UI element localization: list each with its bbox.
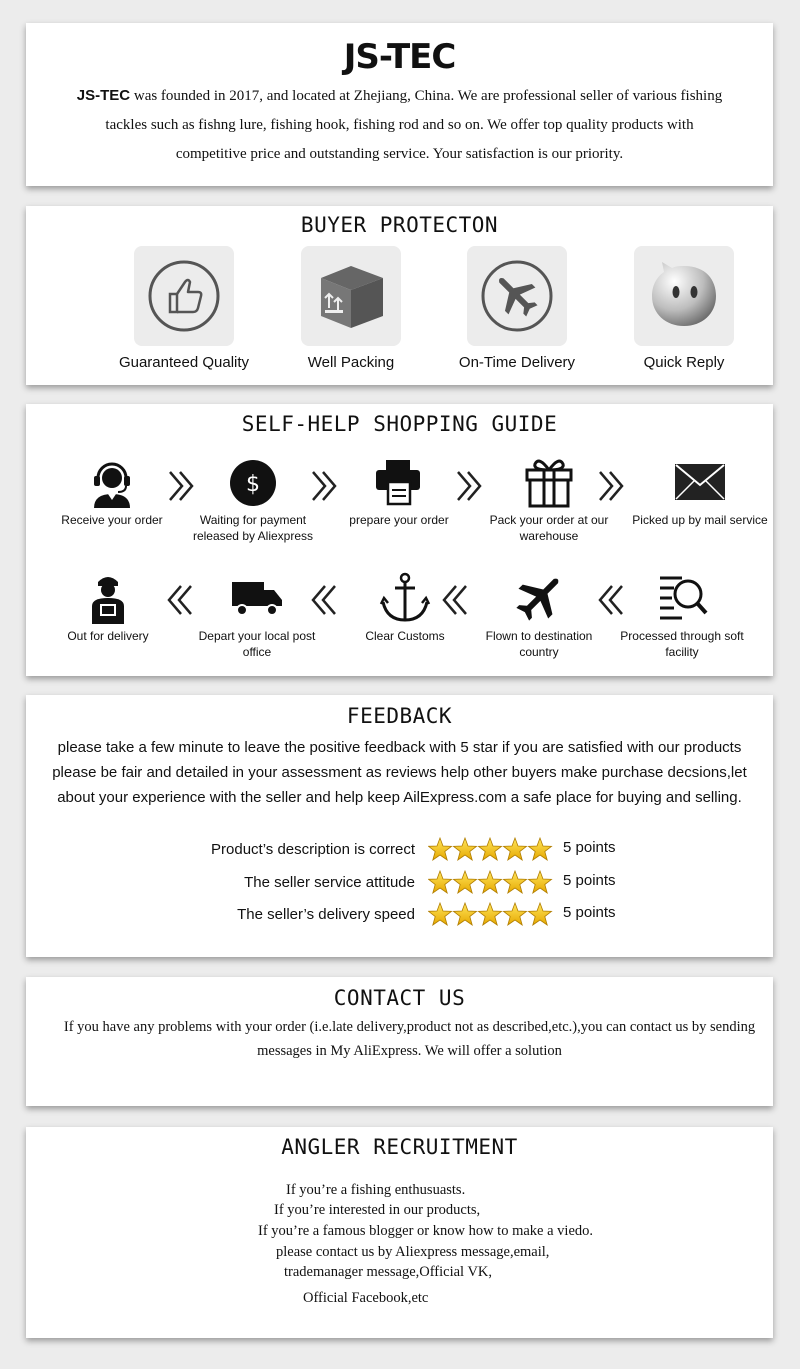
protection-label: Well Packing bbox=[307, 354, 395, 371]
guide-step-label: Processed through soft facility bbox=[620, 629, 744, 659]
about-card bbox=[26, 23, 773, 186]
chevron-right-icon bbox=[596, 466, 626, 506]
rating-criterion: The seller service attitude bbox=[244, 874, 415, 891]
recruitment-title: ANGLER RECRUITMENT bbox=[281, 1135, 518, 1159]
guide-step-processed bbox=[612, 570, 752, 660]
guide-step-pickup bbox=[630, 454, 770, 528]
printer-icon bbox=[329, 454, 469, 510]
guide-step-label: Depart your local post office bbox=[198, 629, 316, 659]
guide-step-label: Receive your order bbox=[61, 513, 163, 527]
chevron-left-icon bbox=[440, 580, 470, 620]
protection-item-delivery bbox=[437, 246, 597, 371]
guide-step-label: Pack your order at our warehouse bbox=[489, 513, 609, 543]
guide-step-flown bbox=[469, 570, 609, 660]
guide-step-payment bbox=[183, 454, 323, 544]
star-rating bbox=[428, 837, 553, 868]
guide-step-label: Picked up by mail service bbox=[632, 513, 768, 527]
buyer-protection-title: BUYER PROTECTON bbox=[300, 213, 499, 237]
search-document-icon bbox=[612, 570, 752, 626]
rating-row bbox=[26, 835, 773, 865]
feedback-intro: please take a few minute to leave the positive feedback with 5 star if you are satisfied with our products please be fair and detailed in your assessment as reviews help other buyers make purchase decsions,let about your experience with the seller and help keep AilExpress.com a safe place for buying and selling. bbox=[52, 739, 747, 806]
recruitment-card bbox=[26, 1127, 773, 1338]
brand-title: JS-TEC bbox=[343, 37, 456, 77]
brand-inline: JS-TEC bbox=[76, 87, 131, 104]
guide-step-depart bbox=[187, 570, 327, 660]
buyer-protection-card bbox=[26, 206, 773, 385]
rating-points: 5 points bbox=[563, 839, 616, 856]
envelope-icon bbox=[630, 454, 770, 510]
guide-step-prepare bbox=[329, 454, 469, 528]
recruitment-line: Official Facebook,etc bbox=[303, 1290, 429, 1306]
recruitment-line: trademanager message,Official VK, bbox=[284, 1264, 493, 1280]
truck-icon bbox=[187, 570, 327, 626]
package-box-icon bbox=[301, 246, 401, 346]
contact-card bbox=[26, 977, 773, 1106]
guide-step-label: prepare your order bbox=[349, 513, 449, 527]
svg-text:$: $ bbox=[246, 472, 260, 497]
recruitment-line: please contact us by Aliexpress message,email, bbox=[276, 1244, 550, 1260]
shopping-guide-card bbox=[26, 404, 773, 676]
protection-label: Guaranteed Quality bbox=[118, 354, 250, 371]
guide-step-label: Flown to destination country bbox=[485, 629, 593, 659]
guide-step-out-for-delivery bbox=[38, 570, 178, 644]
contact-message: If you have any problems with your order (i.e.late delivery,product not as described,etc.),you can contact us by sending messages in My AliExpress. We will offer a solution bbox=[63, 1019, 756, 1059]
courier-icon bbox=[38, 570, 178, 626]
guide-step-label: Out for delivery bbox=[67, 629, 149, 643]
rating-row bbox=[26, 900, 773, 930]
rating-criterion: Product’s description is correct bbox=[211, 841, 415, 858]
feedback-title: FEEDBACK bbox=[346, 704, 453, 728]
shopping-guide-title: SELF-HELP SHOPPING GUIDE bbox=[241, 412, 558, 436]
protection-label: On-Time Delivery bbox=[458, 354, 576, 371]
money-bag-icon bbox=[183, 454, 323, 510]
protection-item-quality bbox=[104, 246, 264, 371]
thumbs-up-icon bbox=[134, 246, 234, 346]
contact-title: CONTACT US bbox=[333, 986, 466, 1010]
protection-item-packing bbox=[271, 246, 431, 371]
about-text bbox=[76, 81, 723, 169]
about-description: was founded in 2017, and located at Zhejiang, China. We are professional seller of various fishing tackles such as fishng lure, fishing hook, fishing rod and so on. We offer top quality products with competitive price and outstanding service. Your satisfaction is our priority. bbox=[105, 88, 723, 162]
chat-bubble-icon bbox=[634, 246, 734, 346]
guide-step-label: Waiting for payment released by Aliexpress bbox=[192, 513, 314, 543]
rating-row bbox=[26, 868, 773, 898]
rating-points: 5 points bbox=[563, 904, 616, 921]
star-rating bbox=[428, 902, 553, 933]
feedback-card bbox=[26, 695, 773, 957]
airplane-icon bbox=[467, 246, 567, 346]
rating-criterion: The seller’s delivery speed bbox=[237, 906, 415, 923]
recruitment-line: If you’re a famous blogger or know how to make a viedo. bbox=[258, 1223, 594, 1239]
recruitment-line: If you’re a fishing enthusuasts. bbox=[286, 1182, 466, 1198]
customer-service-icon bbox=[42, 454, 182, 510]
star-rating bbox=[428, 870, 553, 901]
airplane-icon bbox=[469, 570, 609, 626]
rating-points: 5 points bbox=[563, 872, 616, 889]
guide-step-receive bbox=[42, 454, 182, 528]
guide-step-label: Clear Customs bbox=[365, 629, 445, 643]
protection-item-reply bbox=[604, 246, 764, 371]
protection-label: Quick Reply bbox=[643, 354, 725, 371]
recruitment-line: If you’re interested in our products, bbox=[274, 1202, 481, 1218]
